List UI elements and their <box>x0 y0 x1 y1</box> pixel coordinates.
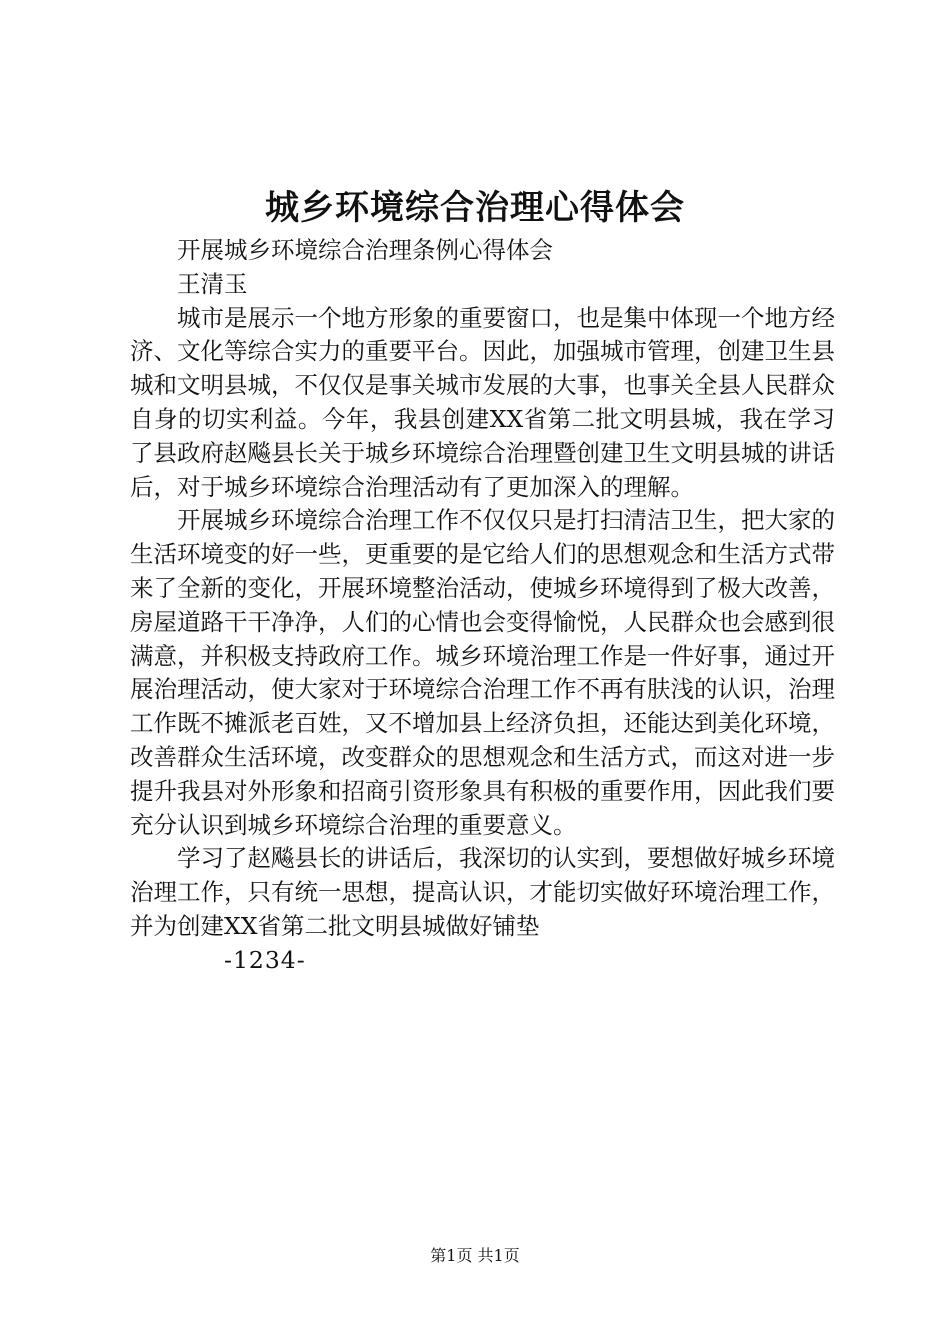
body-paragraph-3: 学习了赵飚县长的讲话后，我深切的认实到，要想做好城乡环境治理工作，只有统一思想，提高认识，才能切实做好环境治理工作，并为创建XX省第二批文明县城做好铺垫 <box>130 844 835 940</box>
body-paragraph-2: 开展城乡环境综合治理工作不仅仅只是打扫清洁卫生，把大家的生活环境变的好一些，更重要的是它给人们的思想观念和生活方式带来了全新的变化，开展环境整治活动，使城乡环境得到了极大改善，房屋道路干干净净，人们的心情也会变得愉悦，人民群众也会感到很满意，并积极支持政府工作。城乡环境治理工作是一件好事，通过开展治理活动，使大家对于环境综合治理工作不再有肤浅的认识，治理工作既不摊派老百姓，又不增加县上经济负担，还能达到美化环境，改善群众生活环境，改变群众的思想观念和生活方式，而这对进一步提升我县对外形象和招商引资形象具有积极的重要作用，因此我们要充分认识到城乡环境综合治理的重要意义。 <box>130 506 835 839</box>
document-body <box>130 234 835 978</box>
document-subtitle: 开展城乡环境综合治理条例心得体会 <box>177 236 553 264</box>
body-paragraph-1: 城市是展示一个地方形象的重要窗口，也是集中体现一个地方经济、文化等综合实力的重要平台。因此，加强城市管理，创建卫生县城和文明县城，不仅仅是事关城市发展的大事，也事关全县人民群众自身的切实利益。今年，我县创建XX省第二批文明县城，我在学习了县政府赵飚县长关于城乡环境综合治理暨创建卫生文明县城的讲话后，对于城乡环境综合治理活动有了更加深入的理解。 <box>130 303 835 501</box>
page-footer: 第1页 共1页 <box>430 1246 520 1265</box>
document-title: 城乡环境综合治理心得体会 <box>265 188 685 228</box>
document-author: 王清玉 <box>177 269 248 298</box>
page-number-mark: -1234- <box>224 945 306 974</box>
